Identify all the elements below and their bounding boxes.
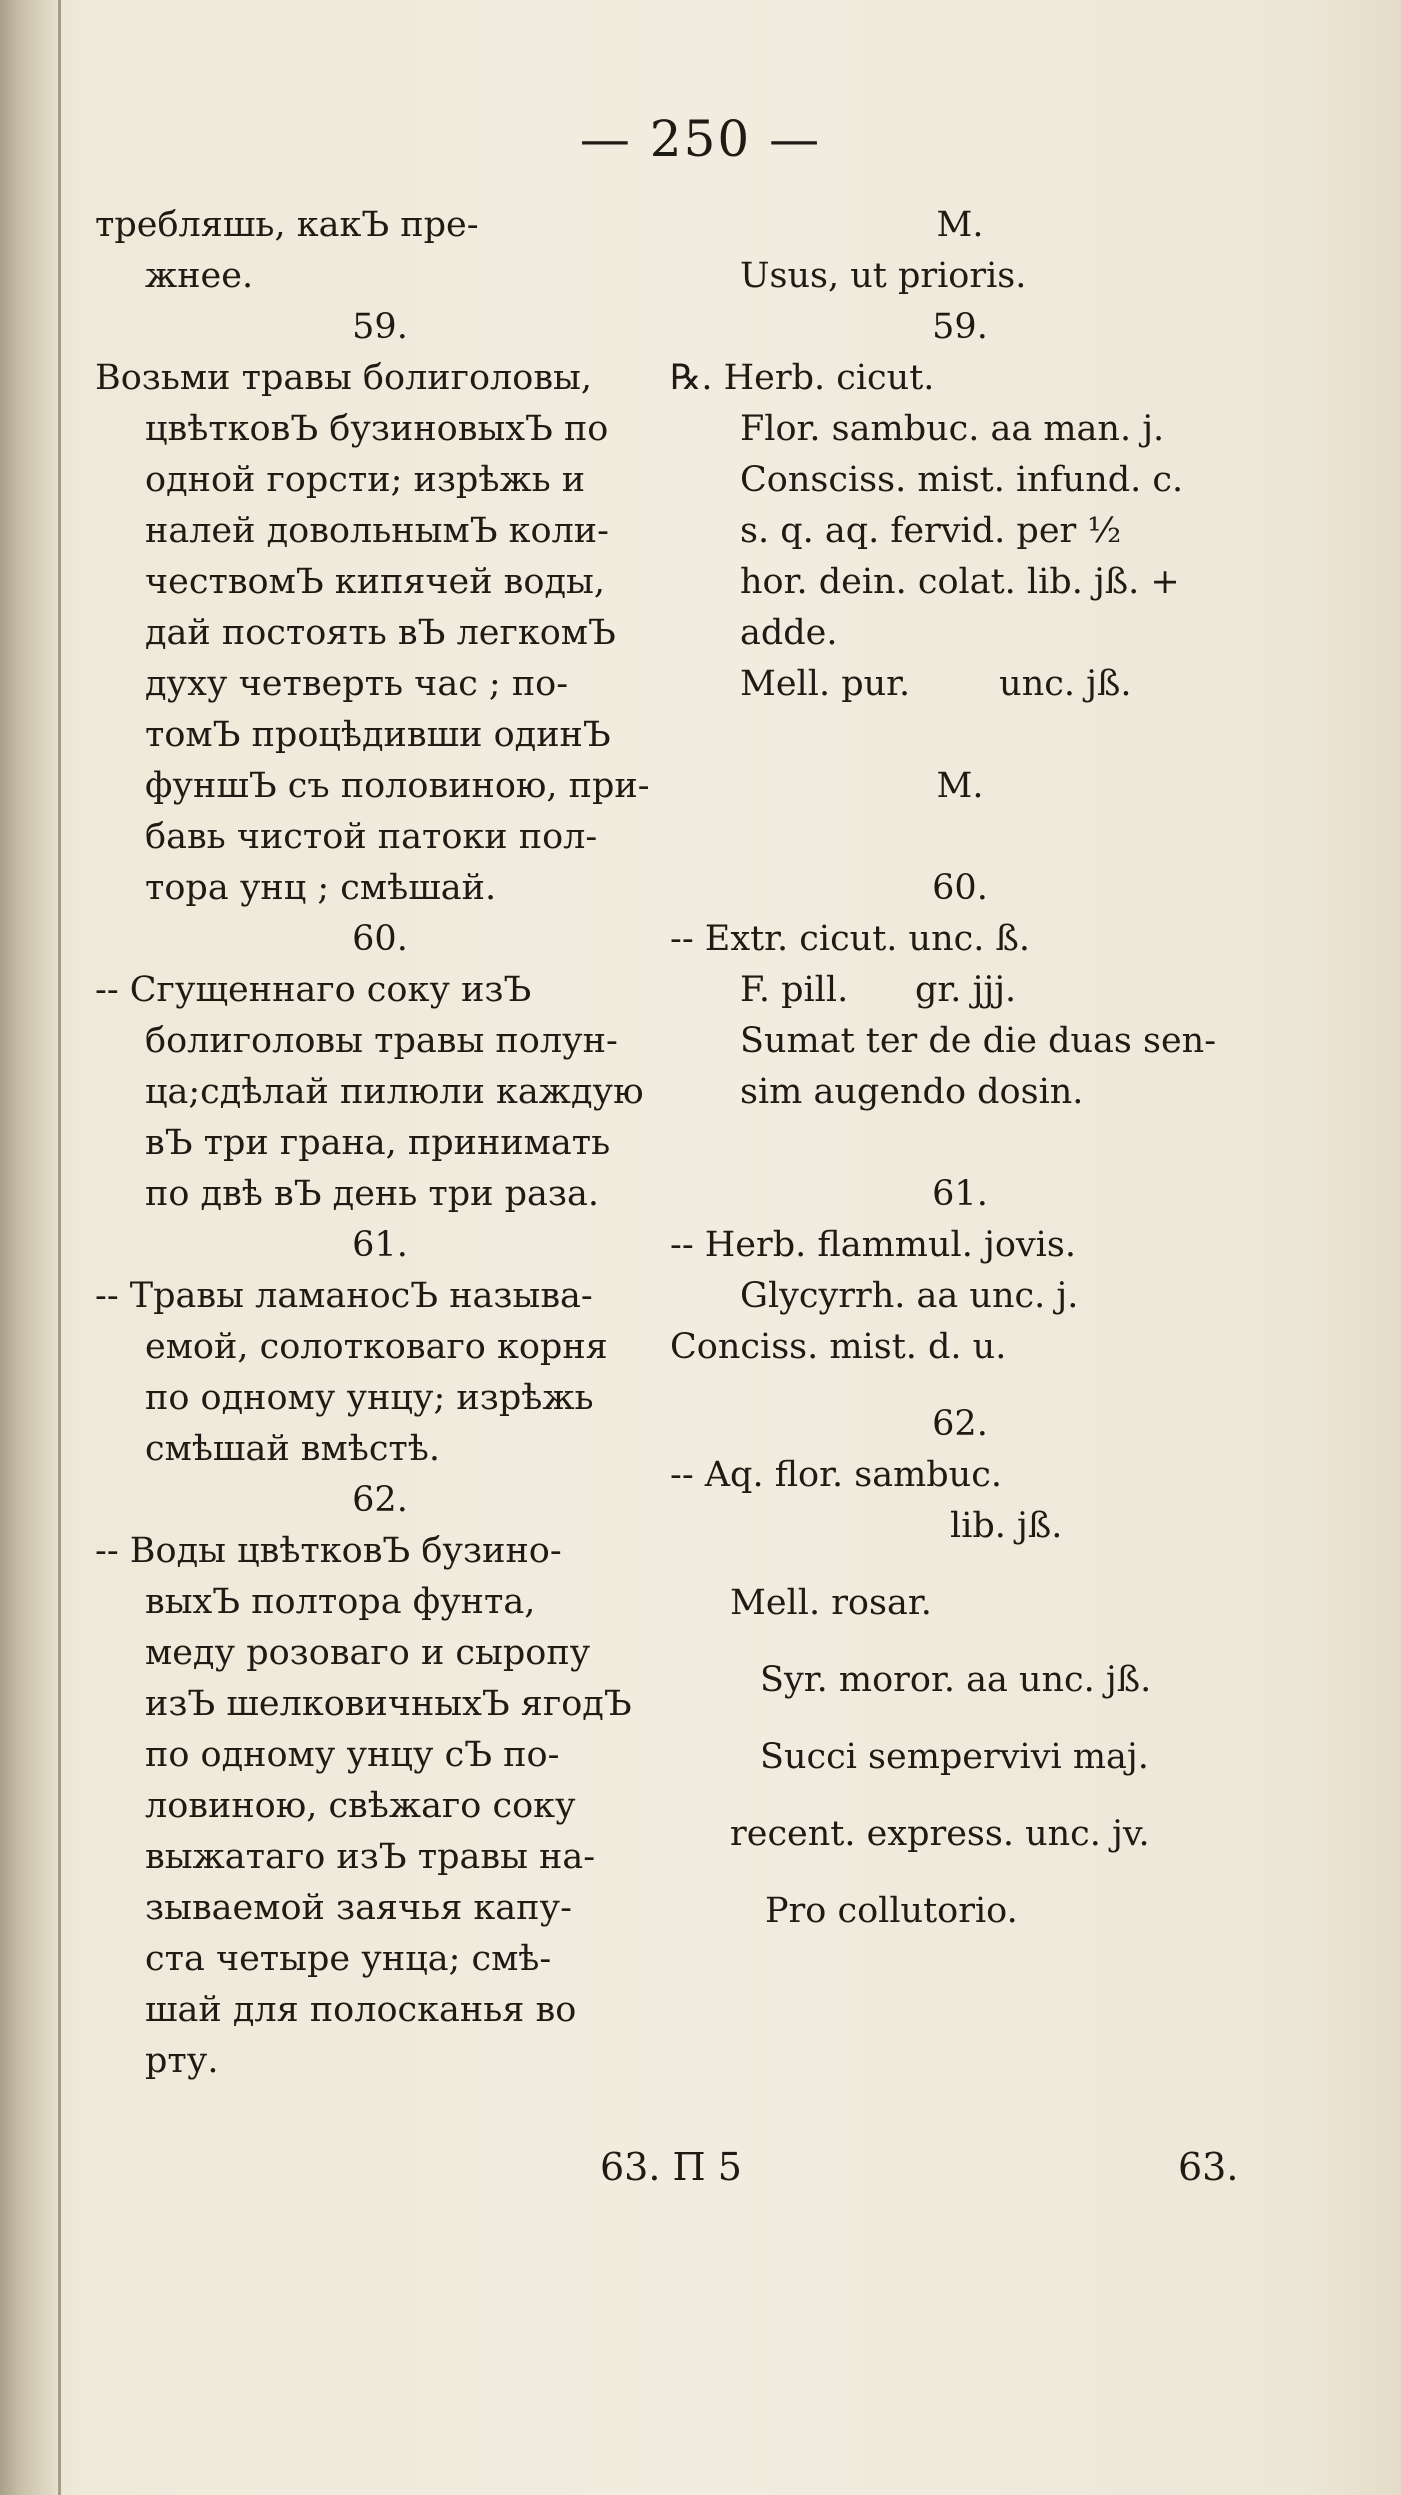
text-line: одной горсти; изрѣжь и (145, 460, 586, 500)
right-item-60 (670, 863, 1250, 1169)
text-line: по одному унцу; изрѣжь (145, 1378, 594, 1418)
text-line: recent. express. unc. jv. (730, 1814, 1150, 1854)
left-column-russian (95, 200, 665, 2087)
text-line: по двѣ вЪ день три раза. (145, 1174, 599, 1214)
text-line: ста четыре унца; смѣ- (145, 1939, 552, 1979)
left-item-prev (95, 200, 665, 302)
text-line: фуншЪ съ половиною, при- (145, 766, 650, 806)
text-line: -- Extr. cicut. unc. ß. (670, 919, 1030, 959)
text-line: чествомЪ кипячей воды, (145, 562, 605, 602)
misce-heading: M. (936, 205, 984, 245)
right-item-62 (670, 1399, 1250, 1937)
text-line: по одному унцу сЪ по- (145, 1735, 560, 1775)
text-line: ца;сдѣлай пилюли каждую (145, 1072, 644, 1112)
text-line: выжатаго изЪ травы на- (145, 1837, 596, 1877)
right-item-prev (670, 200, 1250, 302)
text-line: жнее. (145, 256, 254, 296)
text-line: Flor. sambuc. aa man. j. (740, 409, 1165, 449)
text-line: Glycyrrh. aa unc. j. (740, 1276, 1079, 1316)
misce-heading: M. (936, 766, 984, 806)
text-line: F. pill. gr. jjj. (740, 970, 1017, 1010)
book-spine-shadow (0, 0, 62, 2495)
text-line: Succi sempervivi maj. (760, 1737, 1149, 1777)
recipe-number: 62. (352, 1480, 408, 1520)
text-line: смѣшай вмѣстѣ. (145, 1429, 441, 1469)
text-line: ℞. Herb. cicut. (670, 358, 935, 398)
text-line: цвѣтковЪ бузиновыхЪ по (145, 409, 609, 449)
text-line: ловиною, свѣжаго соку (145, 1786, 576, 1826)
recipe-number: 62. (932, 1404, 988, 1444)
text-line: -- Воды цвѣтковЪ бузино- (95, 1531, 562, 1571)
text-line: налей довольнымЪ коли- (145, 511, 609, 551)
text-line: sim augendo dosin. (740, 1072, 1084, 1112)
text-line: рту. (145, 2041, 219, 2081)
text-line: томЪ процѣдивши одинЪ (145, 715, 611, 755)
left-item-61 (95, 1220, 665, 1475)
text-line: Mell. pur. unc. jß. (740, 664, 1132, 704)
text-line: емой, солотковаго корня (145, 1327, 608, 1367)
left-item-59 (95, 302, 665, 914)
text-line: -- Herb. flammul. jovis. (670, 1225, 1076, 1265)
text-line: выхЪ полтора фунта, (145, 1582, 536, 1622)
recipe-number: 59. (932, 307, 988, 347)
text-line: lib. jß. (950, 1506, 1063, 1546)
signature-mark: 63. П 5 (600, 2145, 742, 2189)
text-line: Sumat ter de die duas sen- (740, 1021, 1217, 1061)
text-line: Mell. rosar. (730, 1583, 932, 1623)
catchword: 63. (1178, 2145, 1239, 2189)
text-line: -- Aq. flor. sambuc. (670, 1455, 1002, 1495)
text-line: меду розоваго и сыропу (145, 1633, 591, 1673)
right-item-61 (670, 1169, 1250, 1399)
recipe-number: 60. (932, 868, 988, 908)
text-line: болиголовы травы полун- (145, 1021, 618, 1061)
text-line: adde. (740, 613, 838, 653)
gutter-line (58, 0, 61, 2495)
text-line: -- Сгущеннаго соку изЪ (95, 970, 532, 1010)
right-column-latin (670, 200, 1250, 1937)
text-line: Pro collutorio. (765, 1891, 1018, 1931)
right-item-misce (670, 710, 1250, 863)
text-line: требляшь, какЪ пре- (95, 205, 479, 245)
right-item-59 (670, 302, 1250, 710)
left-item-60 (95, 914, 665, 1220)
recipe-number: 60. (352, 919, 408, 959)
text-line: вЪ три грана, принимать (145, 1123, 611, 1163)
text-line: Consciss. mist. infund. c. (740, 460, 1184, 500)
text-line: духу четверть час ; по- (145, 664, 569, 704)
text-line: бавь чистой патоки пол- (145, 817, 598, 857)
left-item-62 (95, 1475, 665, 2087)
text-line: шай для полосканья во (145, 1990, 577, 2030)
text-line: тора унц ; смѣшай. (145, 868, 497, 908)
recipe-number: 59. (352, 307, 408, 347)
text-line: s. q. aq. fervid. per ½ (740, 511, 1122, 551)
text-line: зываемой заячья капу- (145, 1888, 572, 1928)
text-line: Conciss. mist. d. u. (670, 1327, 1007, 1367)
page-number: — 250 — (579, 110, 822, 168)
text-line: изЪ шелковичныхЪ ягодЪ (145, 1684, 632, 1724)
text-line: hor. dein. colat. lib. jß. + (740, 562, 1180, 602)
text-line: Usus, ut prioris. (740, 256, 1027, 296)
text-line: дай постоять вЪ легкомЪ (145, 613, 616, 653)
text-line: Возьми травы болиголовы, (95, 358, 593, 398)
text-line: -- Травы ламаносЪ называ- (95, 1276, 593, 1316)
text-line: Syr. moror. aa unc. jß. (760, 1660, 1152, 1700)
recipe-number: 61. (352, 1225, 408, 1265)
recipe-number: 61. (932, 1174, 988, 1214)
